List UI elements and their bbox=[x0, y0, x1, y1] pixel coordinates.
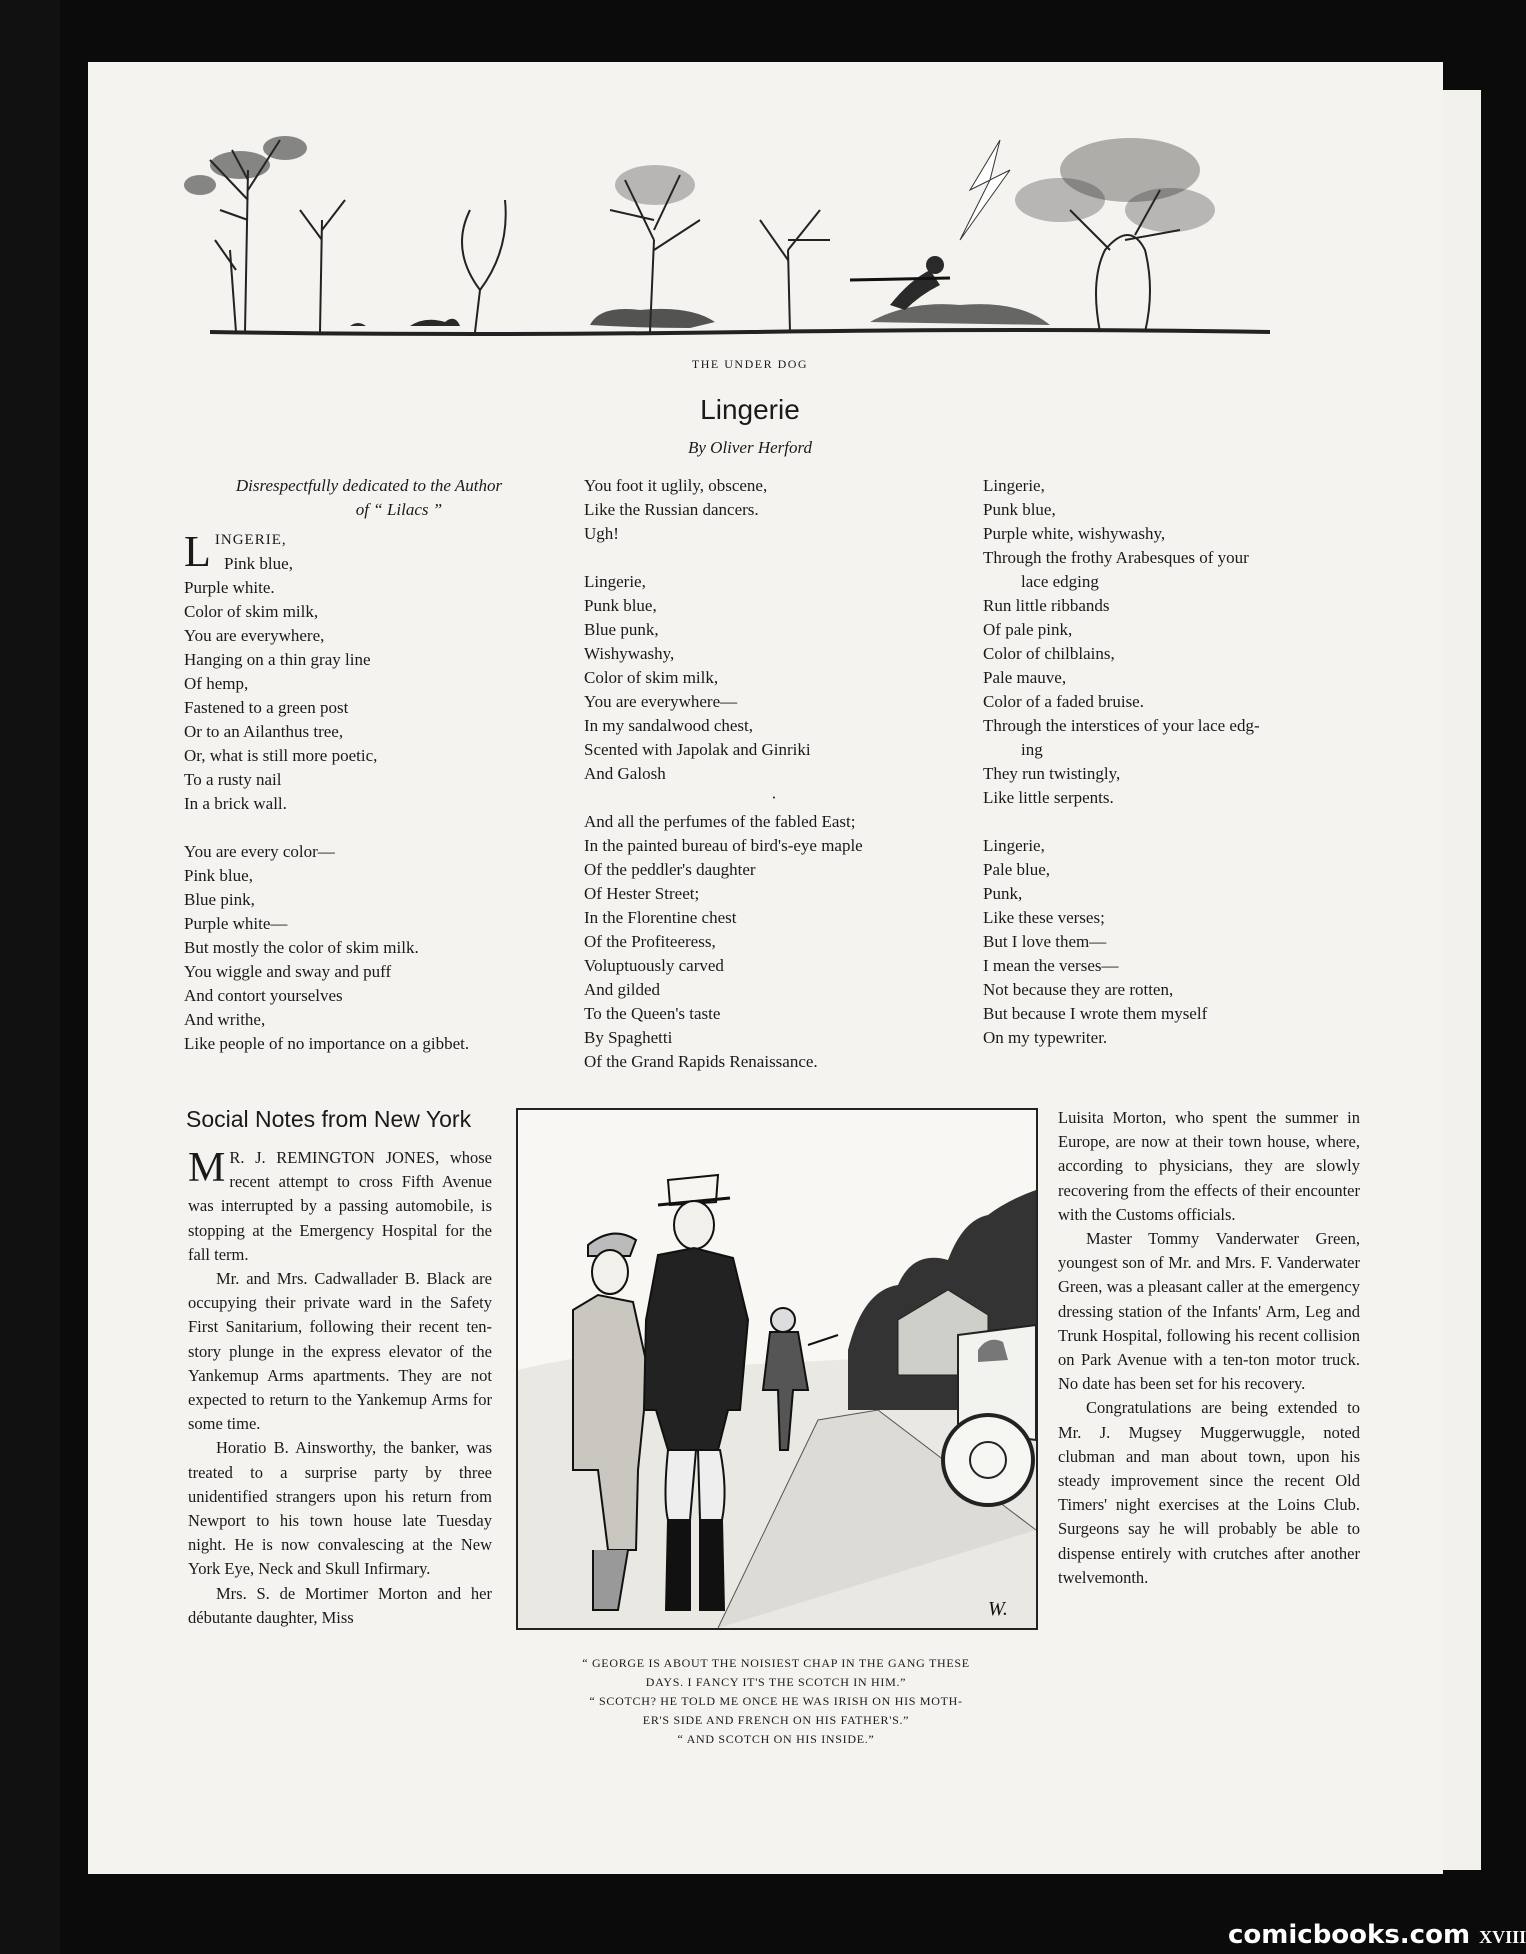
cartoon-signature: W. bbox=[988, 1598, 1008, 1620]
poem-line: In the Florentine chest bbox=[584, 908, 737, 927]
poem-line: ing bbox=[1021, 740, 1043, 759]
watermark: comicbooks.com XVIII bbox=[1228, 1920, 1526, 1950]
poem-line: By Spaghetti bbox=[584, 1028, 673, 1047]
poem-line: Voluptuously carved bbox=[584, 956, 724, 975]
dedication: Disrespectfully dedicated to the Author of “ Lilacs ” bbox=[235, 476, 503, 519]
poem-line: Or to an Ailanthus tree, bbox=[184, 722, 344, 741]
poem-line: Blue punk, bbox=[584, 620, 659, 639]
poem-line: Through the frothy Arabesques of your bbox=[983, 548, 1249, 567]
poem-line: Not because they are rotten, bbox=[983, 980, 1174, 999]
poem-line: And gilded bbox=[584, 980, 661, 999]
poem-line: Blue pink, bbox=[184, 890, 255, 909]
poem-line: But I love them— bbox=[983, 932, 1107, 951]
poem-line: And writhe, bbox=[184, 1010, 266, 1029]
paragraph: Luisita Morton, who spent the summer in Europe, are now at their town house, where, according to physicians, they are slowly recovering from the effects of their encounter with the Customs officials. bbox=[1058, 1108, 1360, 1224]
poem-line: To a rusty nail bbox=[184, 770, 282, 789]
cartoon-caption: “ GEORGE IS ABOUT THE NOISIEST CHAP IN THE GANG THESE DAYS. I FANCY IT'S THE SCOTCH IN HIM.” “ SCOTCH? HE TOLD ME ONCE HE WAS IRISH ON HIS MOTH- ER'S SIDE AND FRENCH ON HIS FATHER'S.” “ AND SCOTCH ON HIS INSIDE.” bbox=[582, 1656, 970, 1746]
poem-line: Fastened to a green post bbox=[184, 698, 349, 717]
stanza bbox=[584, 570, 964, 786]
poem-line: You are everywhere, bbox=[184, 626, 325, 645]
poem-line: On my typewriter. bbox=[983, 1028, 1108, 1047]
ornament-dot: · bbox=[771, 788, 777, 807]
poem-line: Lingerie, bbox=[983, 836, 1045, 855]
poem-line: They run twistingly, bbox=[983, 764, 1121, 783]
poem-title: Lingerie bbox=[700, 394, 800, 425]
poem-line: Pale mauve, bbox=[983, 668, 1067, 687]
poem-line: Lingerie, bbox=[584, 572, 646, 591]
cartoon-illustration bbox=[516, 1108, 1038, 1630]
poem-line: Scented with Japolak and Ginriki bbox=[584, 740, 811, 759]
poem-line: Punk blue, bbox=[983, 500, 1056, 519]
poem-line: Punk, bbox=[983, 884, 1023, 903]
paragraph: Master Tommy Vanderwater Green, youngest son of Mr. and Mrs. F. Vanderwater Green, was a pleasant caller at the emergency dressing station of the Infants' Arm, Leg and Trunk Hospital, following his recent collision on Park Avenue with a ten-ton motor truck. No date has been set for his recovery. bbox=[1058, 1229, 1360, 1394]
poem-line: Like people of no importance on a gibbet. bbox=[184, 1034, 470, 1053]
poem-line: Purple white. bbox=[184, 578, 275, 597]
scan-edge-left bbox=[0, 0, 60, 1954]
poem-line: You are everywhere— bbox=[584, 692, 738, 711]
paragraph: M R. J. REMINGTON JONES, whose recent attempt to cross Fifth Avenue was interrupted by a passing automobile, is stopping at the Emergency Hospital for the fall term. bbox=[188, 1145, 492, 1264]
stanza bbox=[584, 810, 964, 1074]
poem-line: I mean the verses— bbox=[983, 956, 1119, 975]
drop-cap: L bbox=[184, 527, 211, 576]
poem-line: Like these verses; bbox=[983, 908, 1105, 927]
social-notes-heading: Social Notes from New York bbox=[186, 1106, 472, 1132]
poem-line: And Galosh bbox=[584, 764, 666, 783]
paragraph: Horatio B. Ainsworthy, the banker, was treated to a surprise party by three unidentified strangers upon his return from Newport to his town house late Tuesday night. He is now convalescing at the New York Eye, Neck and Skull Infirmary. bbox=[188, 1438, 492, 1579]
paragraph: Congratulations are being extended to Mr. J. Mugsey Muggerwuggle, noted clubman and man about town, upon his steady improvement since the recent Old Timers' night exercises at the Loins Club. Surgeons say he will probably be able to dispense entirely with crutches after another twelvemonth. bbox=[1058, 1398, 1360, 1587]
poem-line: In a brick wall. bbox=[184, 794, 287, 813]
poem-line: Color of a faded bruise. bbox=[983, 692, 1144, 711]
stanza bbox=[983, 474, 1363, 810]
poem-line: Of Hester Street; bbox=[584, 884, 700, 903]
poem-line: Pale blue, bbox=[983, 860, 1051, 879]
poem-line: Wishywashy, bbox=[584, 644, 675, 663]
poem-line: You wiggle and sway and puff bbox=[184, 962, 392, 981]
poem-line: Purple white, wishywashy, bbox=[983, 524, 1166, 543]
poem-line: But mostly the color of skim milk. bbox=[184, 938, 419, 957]
page-number: XVIII bbox=[1479, 1927, 1526, 1947]
poem-column-3 bbox=[983, 474, 1363, 1074]
poem-line: Or, what is still more poetic, bbox=[184, 746, 378, 765]
poem-line: You foot it uglily, obscene, bbox=[584, 476, 768, 495]
illustration-caption: THE UNDER DOG bbox=[691, 357, 809, 371]
poem-line: Like the Russian dancers. bbox=[584, 500, 759, 519]
poem-line: You are every color— bbox=[184, 842, 335, 861]
poem-line: Pink blue, bbox=[184, 866, 253, 885]
cartoon-drawing bbox=[518, 1110, 1036, 1628]
poem-line: Purple white— bbox=[184, 914, 288, 933]
poem-line: Of hemp, bbox=[184, 674, 249, 693]
poem-column-2 bbox=[584, 474, 964, 1098]
stanza: L INGERIE, Pink blue, Purple white. Color of skim milk, You are everywhere, Hanging on a thin gray line Of hemp, Fastened to a green post Or to an Ailanthus tree, Or, what is still more poetic, To a rusty nail In a brick wall. bbox=[184, 528, 554, 816]
drop-cap: M bbox=[188, 1145, 226, 1191]
poem-byline: By Oliver Herford bbox=[687, 438, 812, 457]
poem-line: Like little serpents. bbox=[983, 788, 1114, 807]
poem-line: And all the perfumes of the fabled East; bbox=[584, 812, 856, 831]
poem-line: Color of skim milk, bbox=[184, 602, 319, 621]
stanza bbox=[184, 840, 554, 1056]
poem-line: But because I wrote them myself bbox=[983, 1004, 1208, 1023]
poem-line: Of pale pink, bbox=[983, 620, 1073, 639]
poem-line: Punk blue, bbox=[584, 596, 657, 615]
stanza bbox=[983, 834, 1363, 1050]
poem-line: lace edging bbox=[1021, 572, 1099, 591]
poem-line: Hanging on a thin gray line bbox=[184, 650, 371, 669]
paragraph: Mrs. S. de Mortimer Morton and her débutante daughter, Miss bbox=[188, 1583, 492, 1627]
poem-line: Run little ribbands bbox=[983, 596, 1110, 615]
poem-line: Through the interstices of your lace edg- bbox=[983, 716, 1260, 735]
poem-line: To the Queen's taste bbox=[584, 1004, 721, 1023]
poem-column-1 bbox=[184, 474, 554, 1080]
poem-line: Ugh! bbox=[584, 524, 619, 543]
poem-line: Of the Profiteeress, bbox=[584, 932, 716, 951]
poem-line: In the painted bureau of bird's-eye maple bbox=[584, 836, 863, 855]
poem-line: Color of skim milk, bbox=[584, 668, 719, 687]
social-notes-column-2 bbox=[1058, 1106, 1360, 1590]
paragraph: Mr. and Mrs. Cadwallader B. Black are occupying their private ward in the Safety First Sanitarium, following their recent ten-story plunge in the express elevator of the Yankemup Arms apartments. They are not expected to return to the Yankemup Arms for some time. bbox=[188, 1269, 492, 1434]
poem-line: Color of chilblains, bbox=[983, 644, 1115, 663]
poem-line: In my sandalwood chest, bbox=[584, 716, 754, 735]
poem-line: Of the Grand Rapids Renaissance. bbox=[584, 1052, 818, 1071]
poem-line: Lingerie, bbox=[983, 476, 1045, 495]
stanza bbox=[584, 474, 964, 546]
poem-line: And contort yourselves bbox=[184, 986, 343, 1005]
poem-line: Of the peddler's daughter bbox=[584, 860, 756, 879]
social-notes-column-1 bbox=[188, 1146, 492, 1630]
under-dog-illustration bbox=[170, 100, 1330, 350]
